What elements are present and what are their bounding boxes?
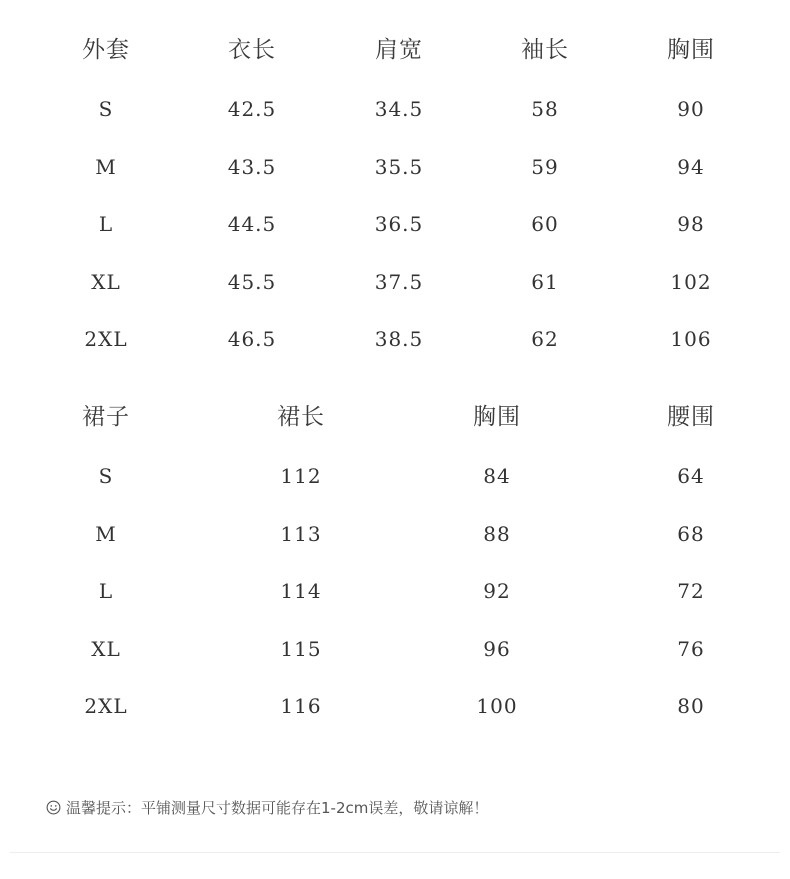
jacket-cell: S [98, 97, 114, 121]
skirt-cell: S [98, 464, 114, 488]
jacket-cell: 102 [670, 270, 712, 294]
skirt-table-row [0, 571, 790, 611]
jacket-header-cell: 胸围 [667, 37, 715, 63]
jacket-table-row [0, 89, 790, 129]
skirt-table-row [0, 456, 790, 496]
jacket-header-cell: 衣长 [228, 37, 276, 63]
skirt-cell: 116 [280, 694, 322, 718]
skirt-cell: 76 [677, 637, 705, 661]
jacket-cell: 42.5 [227, 97, 277, 121]
skirt-cell: 114 [280, 579, 322, 603]
smiley-icon [46, 800, 61, 815]
jacket-header-cell: 外套 [82, 37, 130, 63]
skirt-cell: 113 [280, 522, 322, 546]
jacket-table-row [0, 319, 790, 359]
jacket-cell: 58 [531, 97, 559, 121]
note-text: 温馨提示：平铺测量尺寸数据可能存在1-2cm误差，敬请谅解！ [66, 799, 489, 817]
skirt-cell: 72 [677, 579, 705, 603]
jacket-header-row [0, 30, 790, 70]
jacket-cell: 60 [531, 212, 559, 236]
jacket-cell: 46.5 [227, 327, 277, 351]
jacket-table-row [0, 204, 790, 244]
jacket-cell: 94 [677, 155, 705, 179]
jacket-cell: 34.5 [374, 97, 424, 121]
jacket-cell: L [98, 212, 114, 236]
jacket-cell: 61 [531, 270, 559, 294]
jacket-cell: 38.5 [374, 327, 424, 351]
skirt-table-row [0, 686, 790, 726]
skirt-header-row [0, 397, 790, 437]
jacket-cell: 2XL [84, 327, 128, 351]
jacket-cell: 43.5 [227, 155, 277, 179]
skirt-cell: M [95, 522, 117, 546]
jacket-table-row [0, 147, 790, 187]
skirt-cell: L [98, 579, 114, 603]
jacket-cell: 45.5 [227, 270, 277, 294]
skirt-cell: 92 [483, 579, 511, 603]
bottom-divider [10, 852, 780, 853]
skirt-header-cell: 胸围 [473, 404, 521, 430]
skirt-cell: 68 [677, 522, 705, 546]
skirt-cell: 115 [280, 637, 322, 661]
skirt-cell: 64 [677, 464, 705, 488]
jacket-header-cell: 袖长 [521, 37, 569, 63]
jacket-cell: 44.5 [227, 212, 277, 236]
jacket-cell: 106 [670, 327, 712, 351]
jacket-cell: 37.5 [374, 270, 424, 294]
skirt-table-row [0, 514, 790, 554]
measurement-note [46, 795, 488, 821]
skirt-cell: 2XL [84, 694, 128, 718]
skirt-cell: 96 [483, 637, 511, 661]
jacket-cell: M [95, 155, 117, 179]
jacket-table-row [0, 262, 790, 302]
skirt-table-row [0, 629, 790, 669]
skirt-header-cell: 腰围 [667, 404, 715, 430]
jacket-cell: 36.5 [374, 212, 424, 236]
jacket-cell: 62 [531, 327, 559, 351]
jacket-cell: 98 [677, 212, 705, 236]
skirt-cell: 88 [483, 522, 511, 546]
skirt-cell: 84 [483, 464, 511, 488]
skirt-cell: XL [91, 637, 121, 661]
jacket-cell: 35.5 [374, 155, 424, 179]
skirt-cell: 100 [476, 694, 518, 718]
jacket-cell: XL [91, 270, 121, 294]
skirt-cell: 112 [280, 464, 322, 488]
skirt-header-cell: 裙子 [82, 404, 130, 430]
jacket-header-cell: 肩宽 [375, 37, 423, 63]
skirt-header-cell: 裙长 [277, 404, 325, 430]
jacket-cell: 59 [531, 155, 559, 179]
jacket-cell: 90 [677, 97, 705, 121]
skirt-cell: 80 [677, 694, 705, 718]
